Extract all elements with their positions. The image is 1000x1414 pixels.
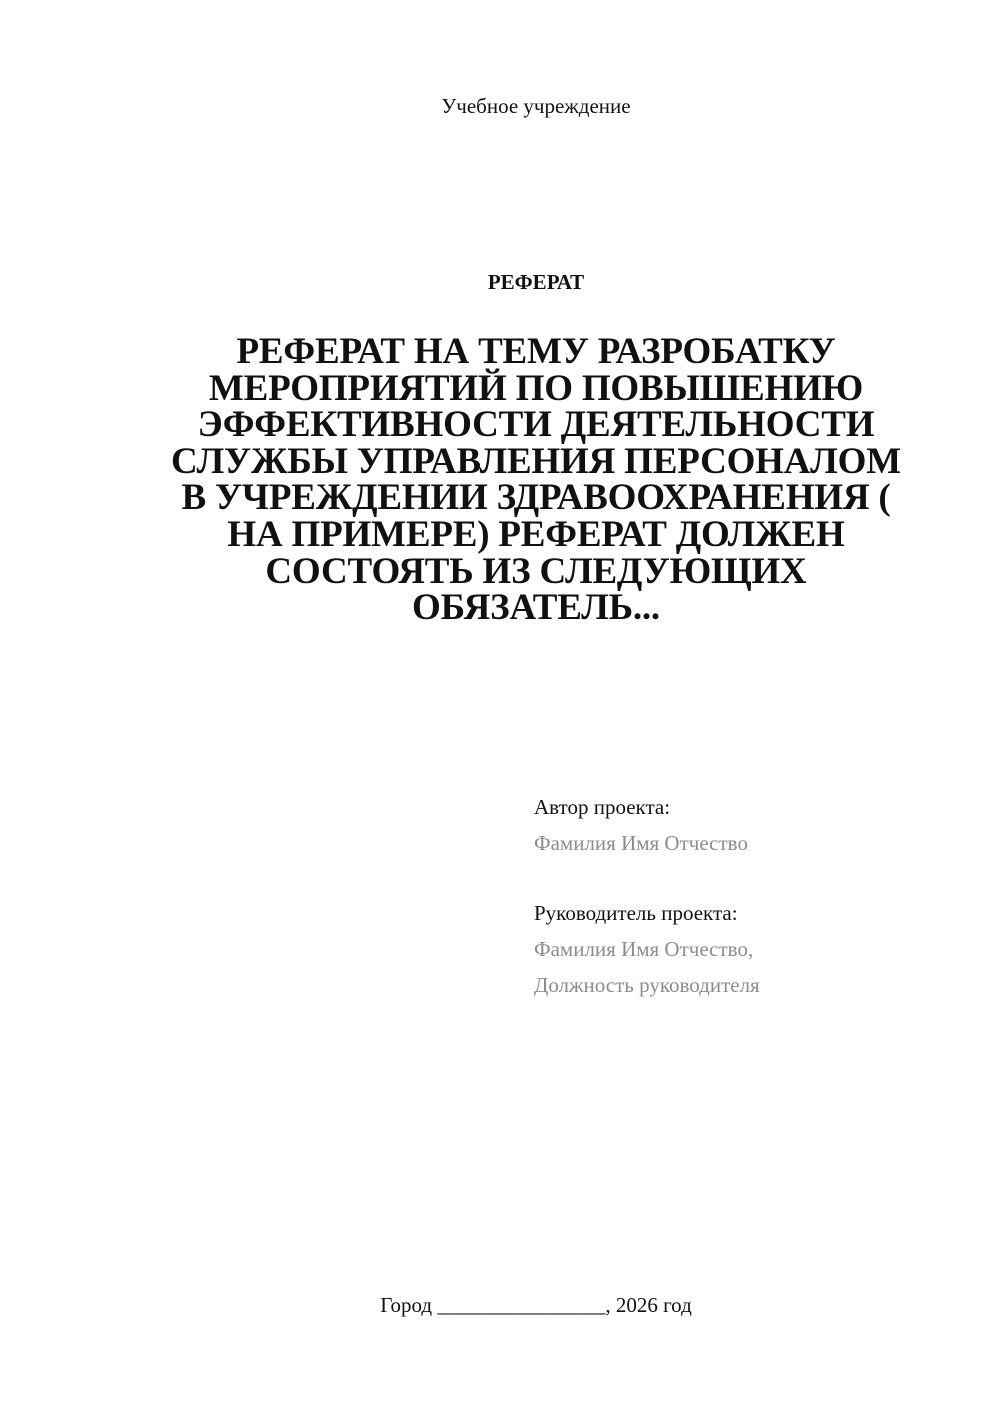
title-line: В УЧРЕЖДЕНИИ ЗДРАВООХРАНЕНИЯ ( <box>181 477 891 519</box>
credits-block <box>534 789 974 1003</box>
author-label: Автор проекта: <box>534 795 671 819</box>
title-line: СЛУЖБЫ УПРАВЛЕНИЯ ПЕРСОНАЛОМ <box>171 440 901 482</box>
title-line: НА ПРИМЕРЕ) РЕФЕРАТ ДОЛЖЕН <box>227 513 845 555</box>
title-line: МЕРОПРИЯТИЙ ПО ПОВЫШЕНИЮ <box>208 367 864 409</box>
title-line: ЭФФЕКТИВНОСТИ ДЕЯТЕЛЬНОСТИ <box>197 404 875 446</box>
supervisor-name-placeholder: Фамилия Имя Отчество, <box>534 937 754 961</box>
author-name-placeholder: Фамилия Имя Отчество <box>534 831 748 855</box>
city-year-line: Город ________________, 2026 год <box>380 1293 692 1317</box>
institution-name: Учебное учреждение <box>441 94 631 118</box>
document-type: РЕФЕРАТ <box>487 270 585 294</box>
supervisor-label: Руководитель проекта: <box>534 901 738 925</box>
credits-spacer <box>534 861 974 895</box>
title-line: ОБЯЗАТЕЛЬ... <box>412 587 660 629</box>
title-line: РЕФЕРАТ НА ТЕМУ РАЗРОБАТКУ <box>236 331 836 372</box>
supervisor-position-placeholder: Должность руководителя <box>534 973 760 997</box>
document-title <box>140 331 932 629</box>
title-line: СОСТОЯТЬ ИЗ СЛЕДУЮЩИХ <box>265 550 807 592</box>
